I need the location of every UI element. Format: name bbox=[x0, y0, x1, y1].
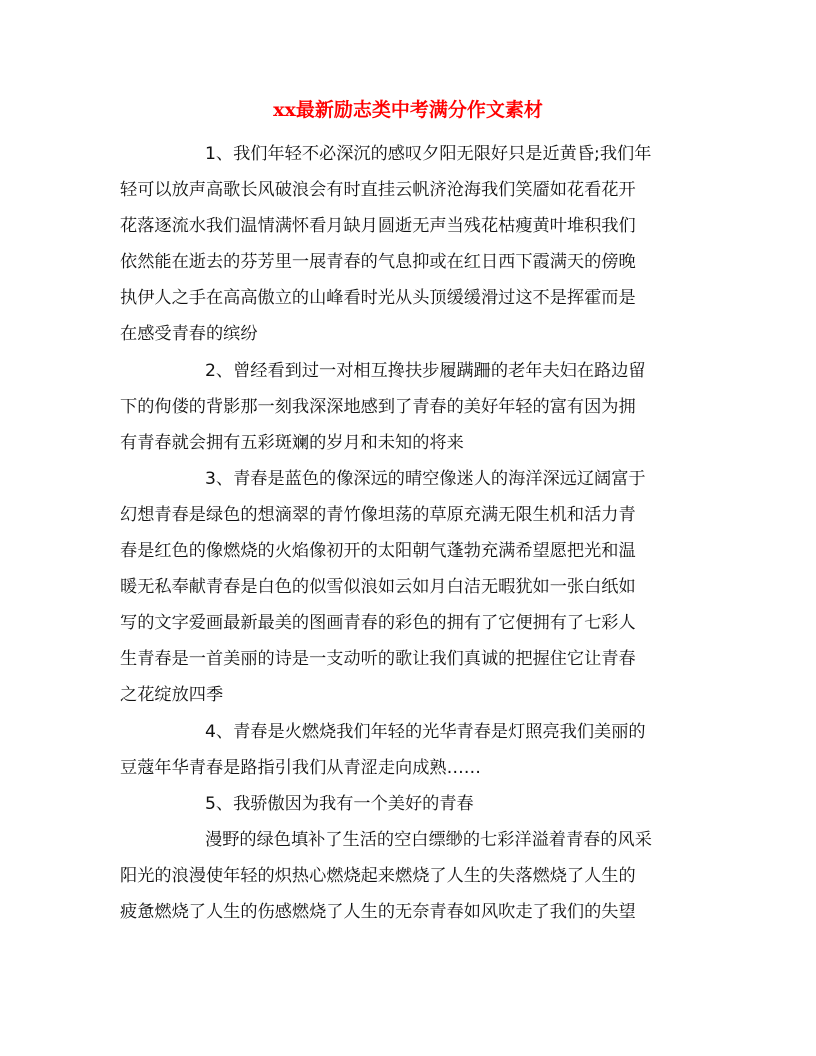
text-line: 下的佝偻的背影那一刻我深深地感到了青春的美好年轻的富有因为拥 bbox=[120, 396, 636, 417]
text-line: 生青春是一首美丽的诗是一支动听的歌让我们真诚的把握住它让青春 bbox=[120, 649, 636, 670]
text-line: 暖无私奉献青春是白色的似雪似浪如云如月白洁无暇犹如一张白纸如 bbox=[120, 577, 636, 598]
text-line: 花落逐流水我们温情满怀看月缺月圆逝无声当残花枯瘦黄叶堆积我们 bbox=[120, 216, 636, 237]
text-line: 执伊人之手在高高傲立的山峰看时光从头顶缓缓滑过这不是挥霍而是 bbox=[120, 288, 636, 309]
text-line: 写的文字爱画最新最美的图画青春的彩色的拥有了它便拥有了七彩人 bbox=[120, 613, 636, 634]
document-body bbox=[120, 136, 696, 930]
text-line: 1、我们年轻不必深沉的感叹夕阳无限好只是近黄昏;我们年 bbox=[205, 144, 652, 164]
text-line: 依然能在逝去的芬芳里一展青春的气息抑或在红日西下霞满天的傍晚 bbox=[120, 252, 636, 273]
text-line: 有青春就会拥有五彩斑斓的岁月和未知的将来 bbox=[120, 432, 464, 453]
text-line: 3、青春是蓝色的像深远的晴空像迷人的海洋深远辽阔富于 bbox=[205, 468, 646, 489]
text-line: 漫野的绿色填补了生活的空白缥缈的七彩洋溢着青春的风采 bbox=[205, 829, 652, 850]
text-line: 4、青春是火燃烧我们年轻的光华青春是灯照亮我们美丽的 bbox=[205, 721, 646, 742]
text-line: 春是红色的像燃烧的火焰像初开的太阳朝气蓬勃充满希望愿把光和温 bbox=[120, 541, 636, 562]
text-line: 在感受青春的缤纷 bbox=[120, 324, 258, 345]
text-line: 之花绽放四季 bbox=[120, 685, 224, 706]
text-line: 轻可以放声高歌长风破浪会有时直挂云帆济沧海我们笑靥如花看花开 bbox=[120, 180, 636, 201]
text-line: 豆蔻年华青春是路指引我们从青涩走向成熟…… bbox=[120, 757, 481, 778]
text-line: 5、我骄傲因为我有一个美好的青春 bbox=[205, 793, 474, 814]
text-line: 疲惫燃烧了人生的伤感燃烧了人生的无奈青春如风吹走了我们的失望 bbox=[120, 901, 636, 922]
text-line: 阳光的浪漫使年轻的炽热心燃烧起来燃烧了人生的失落燃烧了人生的 bbox=[120, 865, 636, 886]
text-line: 幻想青春是绿色的想滴翠的青竹像坦荡的草原充满无限生机和活力青 bbox=[120, 504, 636, 525]
text-line: 2、曾经看到过一对相互搀扶步履蹒跚的老年夫妇在路边留 bbox=[205, 360, 646, 381]
document-title: xx最新励志类中考满分作文素材 bbox=[273, 99, 543, 121]
